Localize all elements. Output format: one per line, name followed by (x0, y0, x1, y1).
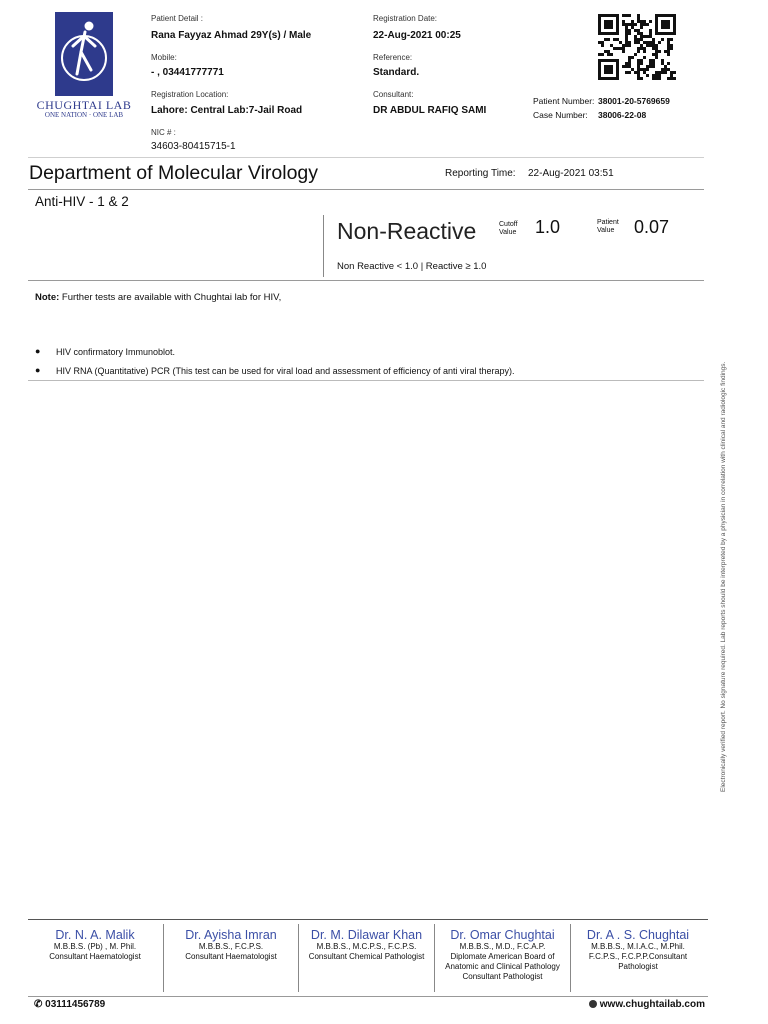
mobile-value: - , 03441777771 (151, 67, 224, 78)
footer-phone (34, 999, 105, 1010)
cutoff-label (499, 221, 518, 237)
nic-value: 34603-80415715-1 (151, 141, 236, 152)
list-item-text: HIV RNA (Quantitative) PCR (This test can be used for viral load and assessment of efficiency of anti viral therapy). (56, 366, 515, 376)
patient-number-value: 38001-20-5769659 (598, 96, 670, 106)
doctor-qualification: F.C.P.S., F.C.P.P.Consultant (588, 952, 688, 961)
reference-range: Non Reactive < 1.0 | Reactive ≥ 1.0 (337, 261, 487, 272)
consultant-label: Consultant: (373, 90, 414, 99)
consultant-value: DR ABDUL RAFIQ SAMI (373, 105, 487, 116)
department-title: Department of Molecular Virology (29, 162, 319, 184)
patient-value-label-line2: Value (597, 227, 615, 234)
registration-date-value: 22-Aug-2021 00:25 (373, 30, 461, 41)
doctor-qualification: M.B.B.S., M.I.A.C., M.Phil. (591, 942, 685, 951)
doctor-card (28, 928, 162, 992)
footer-website[interactable] (589, 999, 705, 1010)
doctor-card (164, 928, 298, 992)
doctor-card (299, 928, 434, 992)
registration-location-label: Registration Location: (151, 90, 229, 99)
doctor-title: Consultant Chemical Pathologist (308, 952, 425, 961)
website-link[interactable]: www.chughtailab.com (599, 999, 705, 1010)
qr-code (598, 14, 676, 82)
doctor-name: Dr. Ayisha Imran (185, 928, 277, 942)
doctor-qualification: M.B.B.S. (Pb) , M. Phil. (53, 942, 137, 951)
footer-divider (28, 996, 708, 997)
doctors-top-divider (28, 919, 708, 920)
doctor-qualification: Anatomic and Clinical Pathology (445, 962, 560, 971)
test-name: Anti-HIV - 1 & 2 (35, 194, 129, 209)
note-divider (28, 380, 704, 381)
case-number-label: Case Number: (533, 110, 588, 120)
globe-icon (589, 1000, 597, 1008)
doctor-title: Consultant Haematologist (185, 952, 277, 961)
doctor-qualification: M.B.B.S., M.D., F.C.A.P. (459, 942, 546, 951)
result-divider (323, 215, 324, 277)
patient-value-label (597, 219, 619, 235)
doctor-name: Dr. Omar Chughtai (450, 928, 555, 942)
reference-value: Standard. (373, 67, 420, 78)
patient-number-label: Patient Number: (533, 96, 595, 106)
bullet-icon: ● (35, 365, 41, 375)
mobile-label: Mobile: (151, 53, 177, 62)
reporting-time-label: Reporting Time: (445, 168, 516, 179)
lab-logo-tagline: ONE NATION · ONE LAB (44, 111, 124, 119)
doctor-qualification: M.B.B.S., M.C.P.S., F.C.P.S. (316, 942, 417, 951)
phone-number: 03111456789 (45, 999, 106, 1010)
lab-logo-mark (55, 12, 113, 96)
note-label: Note: (35, 292, 60, 303)
patient-value: 0.07 (634, 217, 670, 237)
reporting-time-value: 22-Aug-2021 03:51 (528, 168, 614, 179)
doctor-card (435, 928, 570, 992)
patient-value-label-line1: Patient (597, 219, 619, 226)
doctor-title: Pathologist (618, 962, 658, 971)
list-item-text: HIV confirmatory Immunoblot. (56, 347, 176, 357)
department-divider (28, 189, 704, 190)
doctor-name: Dr. M. Dilawar Khan (310, 928, 423, 942)
reference-label: Reference: (373, 53, 413, 62)
patient-detail-value: Rana Fayyaz Ahmad 29Y(s) / Male (151, 30, 312, 41)
doctor-title: Consultant Pathologist (462, 972, 543, 981)
doctor-qualification: Diplomate American Board of (450, 952, 555, 961)
doctor-qualification: M.B.B.S., F.C.P.S. (198, 942, 264, 951)
bullet-icon: ● (35, 346, 41, 356)
case-number-value: 38006-22-08 (598, 110, 647, 120)
note (35, 292, 281, 303)
registration-date-label: Registration Date: (373, 14, 438, 23)
doctor-card (571, 928, 705, 992)
note-text: Further tests are available with Chughtai lab for HIV, (61, 292, 282, 303)
registration-location-value: Lahore: Central Lab:7-Jail Road (151, 105, 303, 116)
test-result: Non-Reactive (337, 218, 477, 244)
doctor-title: Consultant Haematologist (49, 952, 141, 961)
patient-detail-label: Patient Detail : (151, 14, 204, 23)
doctor-name: Dr. N. A. Malik (55, 928, 135, 942)
verification-side-text: Electronically verified report. No signature required. Lab reports should be interpreted by a physician in correlation with clinical and radiologic findings. (720, 361, 727, 792)
cutoff-label-line2: Value (499, 229, 517, 236)
cutoff-label-line1: Cutoff (499, 221, 518, 228)
lab-logo (28, 10, 140, 122)
result-bottom-divider (28, 280, 704, 281)
nic-label: NIC # : (151, 128, 176, 137)
phone-icon: ✆ (34, 999, 43, 1010)
header-divider (28, 157, 704, 158)
cutoff-value: 1.0 (535, 217, 561, 237)
doctor-name: Dr. A . S. Chughtai (586, 928, 690, 942)
lab-logo-name: CHUGHTAI LAB (36, 98, 132, 112)
